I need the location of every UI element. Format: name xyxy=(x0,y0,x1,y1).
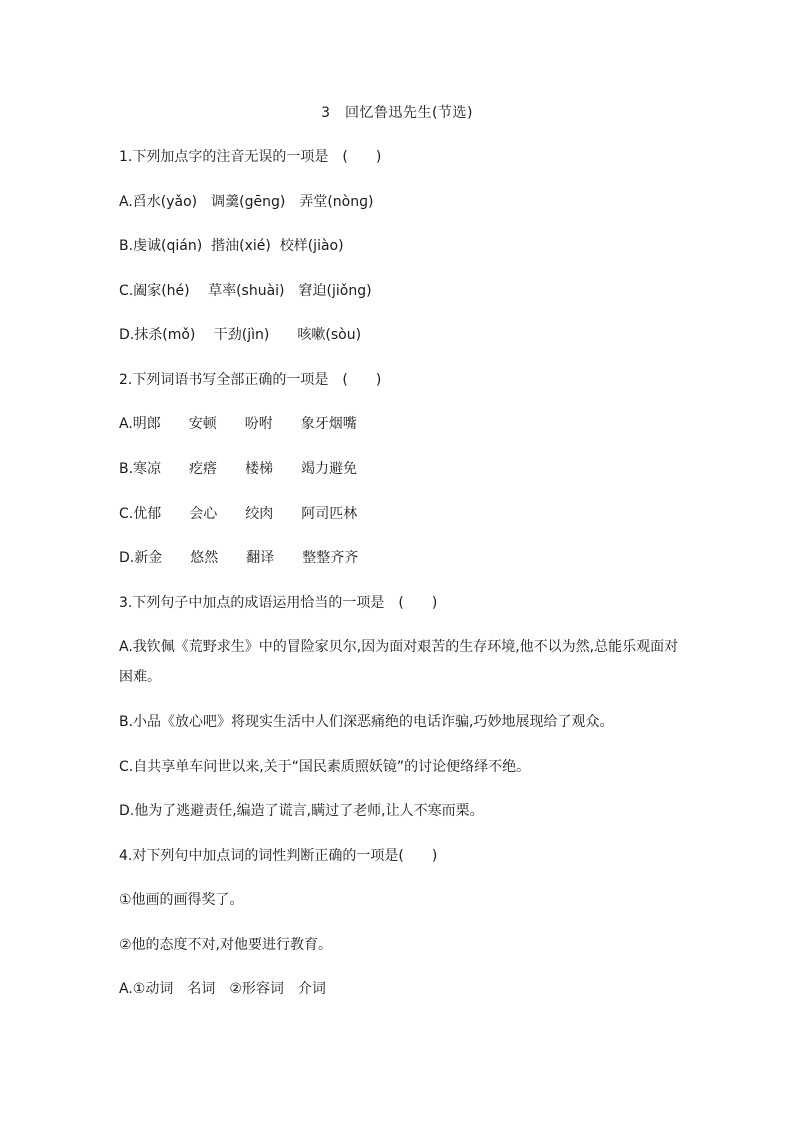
question-4-option-a: A.①动词 名词 ②形容词 介词 xyxy=(119,981,326,997)
question-1-option-d: D.抹杀(mǒ) 干劲(jìn) 咳嗽(sòu) xyxy=(119,327,362,343)
question-4-item-1: ①他画的画得奖了。 xyxy=(119,892,244,908)
question-2-option-a: A.明郎 安顿 吩咐 象牙烟嘴 xyxy=(119,416,357,432)
question-4-stem: 4.对下列句中加点词的词性判断正确的一项是( ) xyxy=(119,848,438,864)
question-2-option-d: D.新金 悠然 翻译 整整齐齐 xyxy=(119,550,359,566)
question-3-stem: 3.下列句子中加点的成语运用恰当的一项是 ( ) xyxy=(119,595,438,611)
question-3-option-d: D.他为了逃避责任,编造了谎言,瞒过了老师,让人不寒而栗。 xyxy=(119,803,484,819)
question-2-stem: 2.下列词语书写全部正确的一项是 ( ) xyxy=(119,372,382,388)
question-1-option-c: C.阖家(hé) 草率(shuài) 窘迫(jiǒng) xyxy=(119,283,372,299)
question-2-option-c: C.优郁 会心 绞肉 阿司匹林 xyxy=(119,506,358,522)
question-1-option-a: A.舀水(yǎo) 调羹(gēng) 弄堂(nònɡ) xyxy=(119,194,374,210)
question-1-stem: 1.下列加点字的注音无误的一项是 ( ) xyxy=(119,149,382,165)
question-3-option-a: A.我钦佩《荒野求生》中的冒险家贝尔,因为面对艰苦的生存环境,他不以为然,总能乐观面对困难。 xyxy=(119,639,679,685)
question-3-option-c: C.自共享单车问世以来,关于“国民素质照妖镜”的讨论便络绎不绝。 xyxy=(119,759,531,775)
question-4-item-2: ②他的态度不对,对他要进行教育。 xyxy=(119,937,333,953)
question-1-option-b: B.虔诚(qián) 揩油(xié) 校样(jiào) xyxy=(119,238,344,254)
question-3-option-b: B.小品《放心吧》将现实生活中人们深恶痛绝的电话诈骗,巧妙地展现给了观众。 xyxy=(119,714,614,730)
page-title: 3 回忆鲁迅先生(节选) xyxy=(321,105,473,121)
question-2-option-b: B.寒凉 疙瘩 楼梯 竭力避免 xyxy=(119,461,358,477)
